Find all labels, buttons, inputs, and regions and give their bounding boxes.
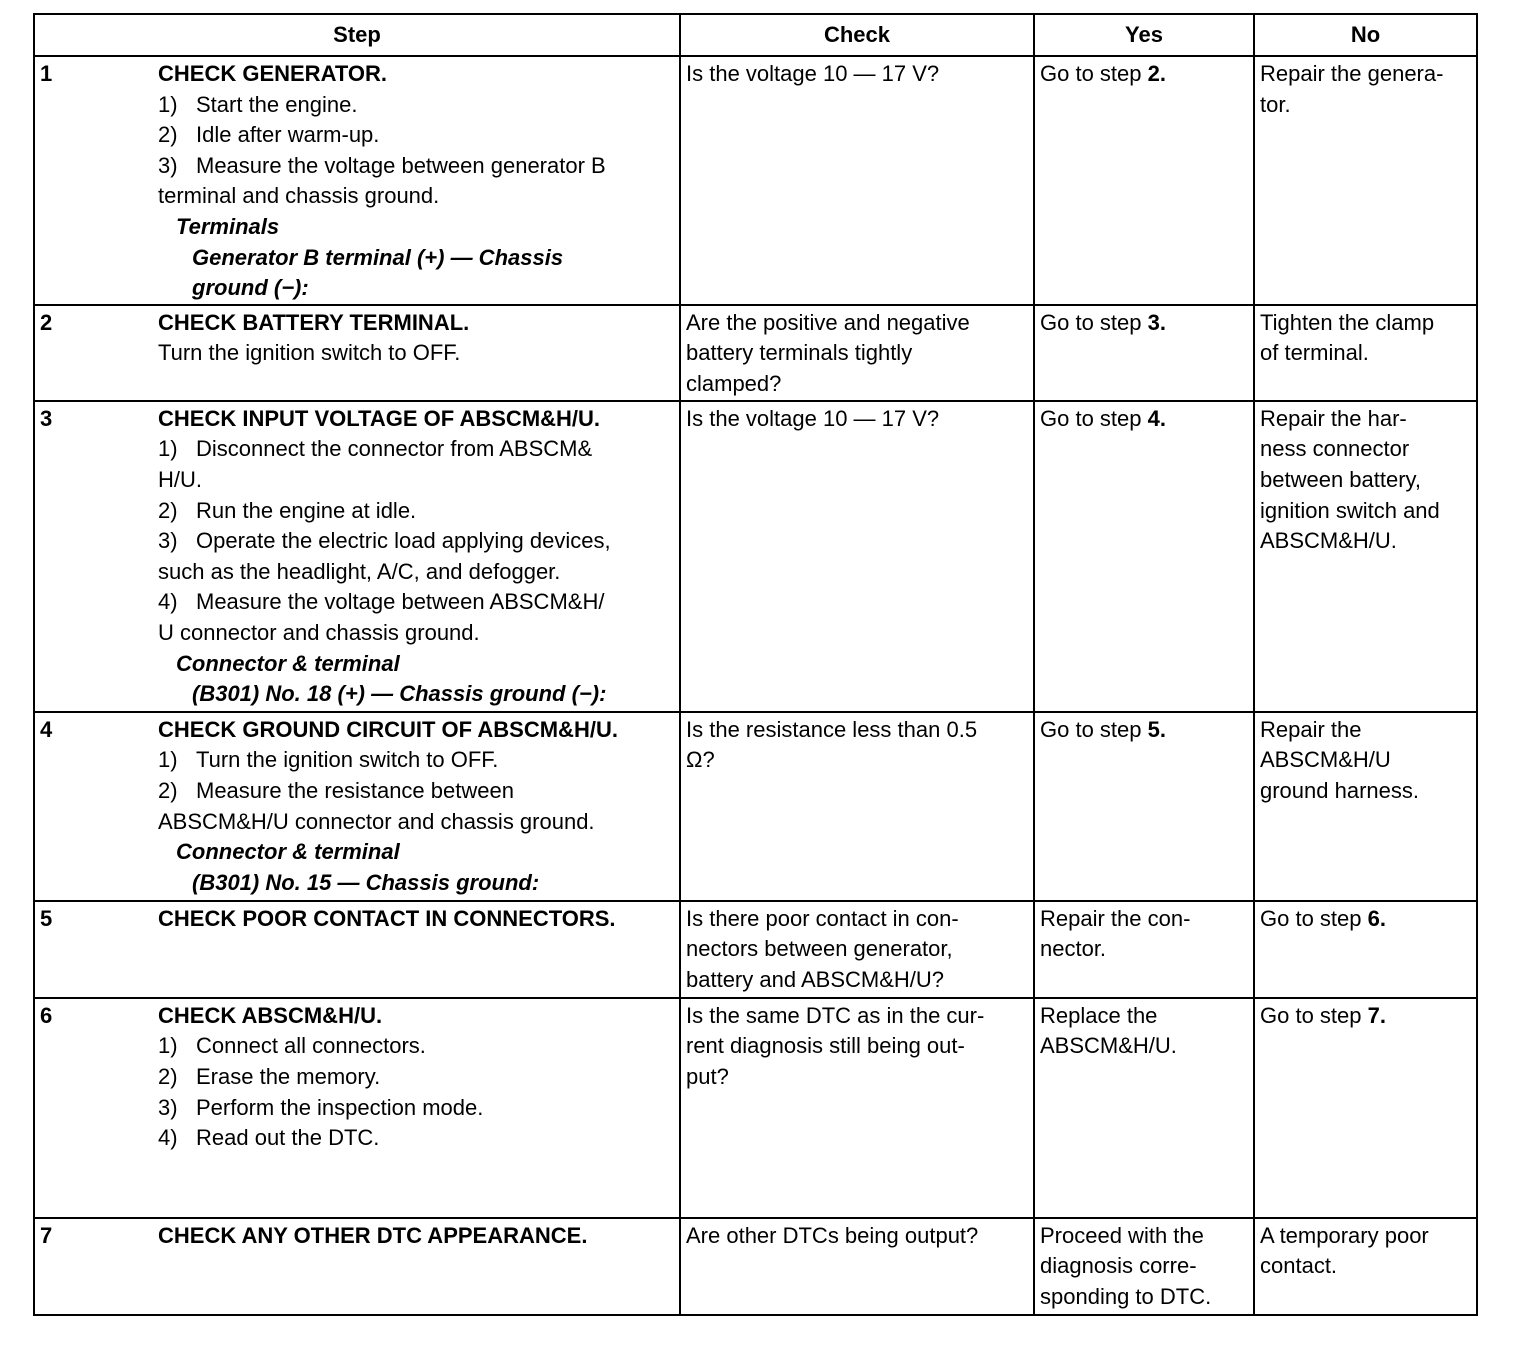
sub-index: 2) [158,1063,178,1089]
header-step: Step [34,14,680,56]
step-title: CHECK GROUND CIRCUIT OF ABSCM&H/U. [158,716,618,742]
check-text: battery and ABSCM&H/U? [686,966,945,992]
step-title: CHECK GENERATOR. [158,61,387,86]
yes-text: Proceed with the [1040,1222,1204,1248]
check-text: Ω? [686,747,715,773]
yes-text: diagnosis corre- [1040,1253,1197,1279]
diagnosis-table [33,13,1478,1316]
no-cell [1254,998,1477,1218]
yes-step-ref: 3. [1147,309,1166,335]
step-cell [34,401,680,712]
terminal-value: (B301) No. 15 — Chassis ground: [192,869,540,895]
table-row [34,998,1477,1218]
no-cell [1254,901,1477,998]
step-number: 7 [40,1222,53,1248]
sub-index: 4) [158,589,178,615]
step-title: CHECK BATTERY TERMINAL. [158,309,470,335]
yes-text: sponding to DTC. [1040,1283,1212,1309]
table-row [34,56,1477,305]
check-cell [680,901,1034,998]
sub-index: 1) [158,1033,178,1059]
no-text: contact. [1260,1253,1338,1279]
no-step-ref: 7. [1367,1002,1386,1028]
sub-text: Operate the electric load applying devices, [196,528,611,554]
step-cell [34,712,680,901]
yes-cell [1034,401,1254,712]
sub-text: Run the engine at idle. [196,497,417,523]
sub-text: Perform the inspection mode. [196,1094,484,1120]
sub-index: 3) [158,1094,178,1120]
yes-cell [1034,1218,1254,1315]
yes-text: Replace the [1040,1002,1158,1028]
sub-index: 1) [158,91,178,117]
check-text: Are other DTCs being output? [686,1222,979,1248]
no-cell [1254,712,1477,901]
check-cell [680,401,1034,712]
yes-text: Repair the con- [1040,905,1191,931]
terminal-heading: Terminals [176,213,280,239]
check-text: Is the resistance less than 0.5 [686,716,978,742]
check-text: put? [686,1063,729,1089]
check-text: rent diagnosis still being out- [686,1033,965,1059]
yes-text: nector. [1040,936,1107,962]
check-text: Are the positive and negative [686,309,970,335]
sub-index: 2) [158,122,178,148]
no-text: Repair the har- [1260,405,1407,431]
no-cell [1254,1218,1477,1315]
step-number: 1 [40,61,53,86]
no-text: ground harness. [1260,777,1419,803]
sub-text: Measure the resistance between [196,777,514,803]
sub-text: Connect all connectors. [196,1033,426,1059]
table-row [34,1218,1477,1315]
step-number: 6 [40,1002,53,1028]
check-cell [680,998,1034,1218]
step-number: 5 [40,905,53,931]
step-cell [34,1218,680,1315]
no-text: Go to step [1260,1002,1368,1028]
sub-index: 2) [158,777,178,803]
sub-index: 1) [158,747,178,773]
step-title: CHECK POOR CONTACT IN CONNECTORS. [158,905,616,931]
yes-step-ref: 2. [1147,61,1166,86]
check-cell [680,56,1034,305]
check-text: Is the same DTC as in the cur- [686,1002,985,1028]
no-cell [1254,56,1477,305]
sub-text-cont: U connector and chassis ground. [158,619,480,645]
check-text: Is there poor contact in con- [686,905,959,931]
sub-text: Erase the memory. [196,1063,381,1089]
step-title: CHECK INPUT VOLTAGE OF ABSCM&H/U. [158,405,601,431]
check-cell [680,712,1034,901]
step-cell [34,901,680,998]
sub-text: Measure the voltage between ABSCM&H/ [196,589,605,615]
no-text: ignition switch and [1260,497,1440,523]
sub-text-cont: ABSCM&H/U connector and chassis ground. [158,808,595,834]
table-row [34,401,1477,712]
terminal-value: ground (−): [192,275,309,301]
yes-cell [1034,998,1254,1218]
step-number: 4 [40,716,53,742]
no-text: tor. [1260,91,1291,117]
sub-text: Turn the ignition switch to OFF. [158,340,461,366]
yes-text: ABSCM&H/U. [1040,1033,1177,1059]
terminal-value: (B301) No. 18 (+) — Chassis ground (−): [192,681,607,707]
header-row [34,14,1477,56]
no-text: of terminal. [1260,340,1369,366]
check-text: Is the voltage 10 — 17 V? [686,61,940,86]
yes-text: Go to step [1040,309,1148,335]
terminal-heading: Connector & terminal [176,650,400,676]
yes-cell [1034,901,1254,998]
step-title: CHECK ABSCM&H/U. [158,1002,383,1028]
sub-text-cont: terminal and chassis ground. [158,183,440,209]
check-cell [680,305,1034,401]
check-text: nectors between generator, [686,936,953,962]
no-text: Go to step [1260,905,1368,931]
no-text: between battery, [1260,466,1422,492]
yes-text: Go to step [1040,716,1148,742]
no-text: Tighten the clamp [1260,309,1435,335]
sub-index: 1) [158,436,178,462]
step-cell [34,56,680,305]
sub-index: 3) [158,528,178,554]
sub-text: Disconnect the connector from ABSCM& [196,436,593,462]
sub-text: Turn the ignition switch to OFF. [196,747,499,773]
sub-text: Start the engine. [196,91,358,117]
check-cell [680,1218,1034,1315]
header-check: Check [680,14,1034,56]
step-cell [34,998,680,1218]
sub-index: 2) [158,497,178,523]
yes-cell [1034,305,1254,401]
step-number: 2 [40,309,53,335]
yes-cell [1034,56,1254,305]
yes-step-ref: 5. [1147,716,1166,742]
step-number: 3 [40,405,53,431]
table-row [34,305,1477,401]
step-cell [34,305,680,401]
check-text: clamped? [686,370,782,396]
yes-text: Go to step [1040,405,1148,431]
table-row [34,901,1477,998]
no-cell [1254,305,1477,401]
no-text: Repair the [1260,716,1362,742]
sub-text-cont: H/U. [158,466,202,492]
sub-index: 3) [158,152,178,178]
table-row [34,712,1477,901]
yes-text: Go to step [1040,61,1148,86]
sub-text: Idle after warm-up. [196,122,380,148]
yes-step-ref: 4. [1147,405,1166,431]
sub-index: 4) [158,1125,178,1151]
step-title: CHECK ANY OTHER DTC APPEARANCE. [158,1222,588,1248]
no-text: Repair the genera- [1260,61,1444,86]
no-cell [1254,401,1477,712]
terminal-heading: Connector & terminal [176,839,400,865]
no-text: ABSCM&H/U [1260,747,1391,773]
no-text: ABSCM&H/U. [1260,528,1397,554]
sub-text: Read out the DTC. [196,1125,380,1151]
terminal-value: Generator B terminal (+) — Chassis [192,244,564,270]
no-text: ness connector [1260,436,1410,462]
check-text: battery terminals tightly [686,340,913,366]
check-text: Is the voltage 10 — 17 V? [686,405,940,431]
yes-cell [1034,712,1254,901]
no-step-ref: 6. [1367,905,1386,931]
header-yes: Yes [1034,14,1254,56]
no-text: A temporary poor [1260,1222,1429,1248]
sub-text-cont: such as the headlight, A/C, and defogger. [158,558,561,584]
header-no: No [1254,14,1477,56]
sub-text: Measure the voltage between generator B [196,152,606,178]
